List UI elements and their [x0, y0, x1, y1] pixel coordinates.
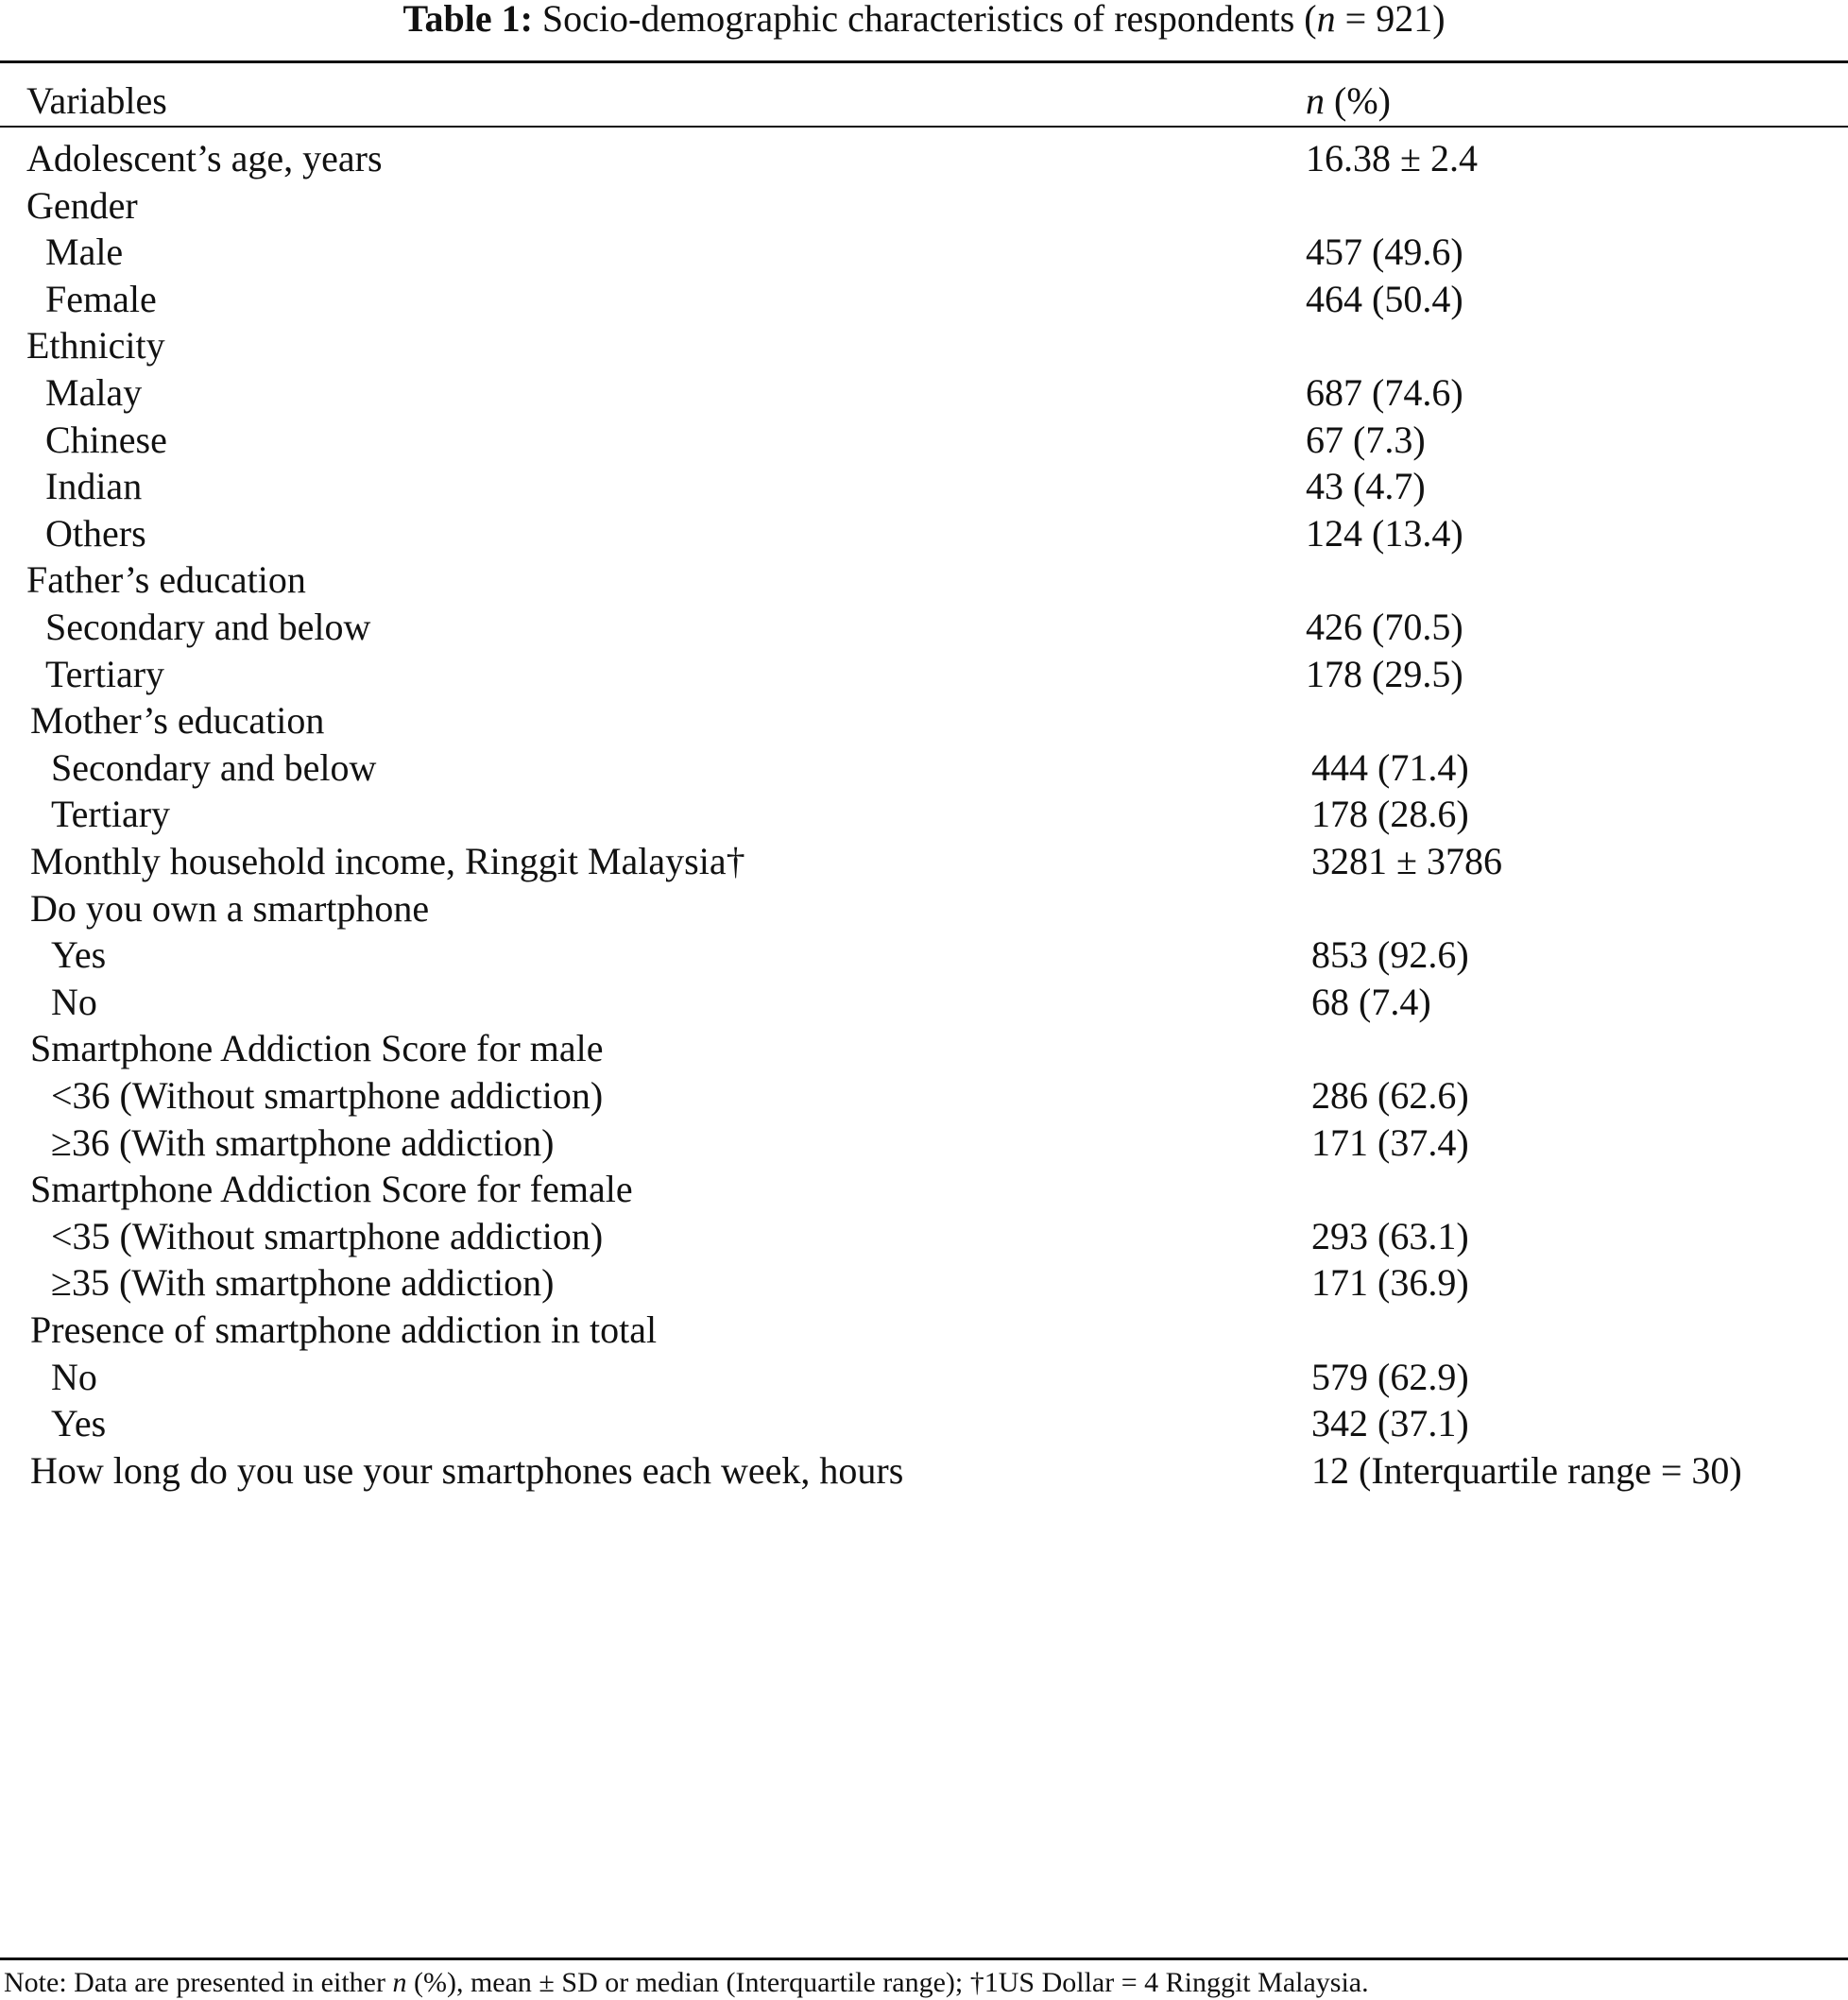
- variable-cell: <35 (Without smartphone addiction): [51, 1214, 604, 1257]
- variable-cell: Gender: [26, 183, 138, 227]
- table-note: [4, 1966, 1369, 2000]
- table-caption-count: = 921): [1335, 0, 1446, 40]
- value-cell: 687 (74.6): [1306, 371, 1463, 414]
- variable-cell: Tertiary: [45, 652, 165, 695]
- table-caption: [0, 0, 1848, 38]
- value-cell: 3281 ± 3786: [1311, 840, 1502, 882]
- value-cell: 171 (36.9): [1311, 1261, 1469, 1305]
- value-cell: 286 (62.6): [1311, 1074, 1469, 1117]
- value-cell: 68 (7.4): [1311, 980, 1431, 1023]
- table-bottom-rule: [0, 1957, 1848, 1960]
- variable-cell: Malay: [45, 371, 143, 414]
- value-cell: 444 (71.4): [1311, 745, 1469, 789]
- table-header-row: [0, 70, 1848, 127]
- value-cell: 43 (4.7): [1306, 465, 1426, 508]
- value-cell: 342 (37.1): [1311, 1402, 1469, 1445]
- table-note-start: Note: Data are presented in either: [4, 1967, 393, 1998]
- variable-cell: Father’s education: [26, 558, 306, 602]
- value-cell: 178 (29.5): [1306, 652, 1463, 695]
- value-cell: 853 (92.6): [1311, 933, 1469, 977]
- value-cell: 426 (70.5): [1306, 606, 1463, 648]
- table-row: [0, 1439, 1848, 1502]
- value-cell: 67 (7.3): [1306, 418, 1426, 461]
- value-cell: 293 (63.1): [1311, 1214, 1469, 1257]
- variable-cell: Chinese: [45, 418, 167, 461]
- value-cell: 124 (13.4): [1306, 511, 1463, 555]
- variable-cell: Male: [45, 231, 124, 274]
- variable-cell: Smartphone Addiction Score for male: [30, 1027, 604, 1070]
- table-top-rule: [0, 60, 1848, 63]
- variable-cell: Ethnicity: [26, 324, 165, 368]
- variable-cell: Secondary and below: [51, 745, 377, 789]
- value-cell: 457 (49.6): [1306, 231, 1463, 274]
- variable-cell: Smartphone Addiction Score for female: [30, 1168, 633, 1211]
- value-cell: 579 (62.9): [1311, 1355, 1469, 1398]
- table-note-end: (%), mean ± SD or median (Interquartile range); †1US Dollar = 4 Ringgit Malaysia.: [406, 1967, 1369, 1998]
- variable-cell: Yes: [51, 1402, 107, 1445]
- value-cell: 464 (50.4): [1306, 277, 1463, 320]
- variable-cell: Yes: [51, 933, 107, 977]
- variable-cell: Female: [45, 277, 157, 320]
- variable-cell: Monthly household income, Ringgit Malaysia†: [30, 840, 745, 882]
- value-cell: 171 (37.4): [1311, 1120, 1469, 1164]
- variable-cell: <36 (Without smartphone addiction): [51, 1074, 604, 1117]
- header-variables: Variables: [26, 79, 167, 122]
- variable-cell: Secondary and below: [45, 606, 371, 648]
- table-note-n: n: [392, 1967, 407, 1998]
- value-cell: 178 (28.6): [1311, 793, 1469, 836]
- variable-cell: Do you own a smartphone: [30, 886, 430, 930]
- header-value: [1306, 70, 1391, 132]
- variable-cell: Mother’s education: [30, 699, 325, 743]
- variable-cell: Tertiary: [51, 793, 171, 836]
- variable-cell: How long do you use your smartphones each week, hours: [30, 1448, 904, 1492]
- table-caption-n: n: [1316, 0, 1336, 40]
- variable-cell: Indian: [45, 465, 143, 508]
- variable-cell: No: [51, 980, 97, 1023]
- variable-cell: Presence of smartphone addiction in total: [30, 1308, 658, 1351]
- variable-cell: Adolescent’s age, years: [26, 137, 383, 179]
- variable-cell: ≥36 (With smartphone addiction): [51, 1120, 555, 1164]
- header-value-percent: (%): [1325, 79, 1391, 122]
- variable-cell: No: [51, 1355, 97, 1398]
- value-cell: 16.38 ± 2.4: [1306, 137, 1478, 179]
- table-caption-label: Table 1:: [402, 0, 533, 40]
- variable-cell: Others: [45, 511, 146, 555]
- header-value-n: n: [1306, 79, 1325, 122]
- variable-cell: ≥35 (With smartphone addiction): [51, 1261, 555, 1305]
- table-caption-text: Socio-demographic characteristics of respondents (: [532, 0, 1317, 40]
- value-cell: 12 (Interquartile range = 30): [1311, 1448, 1742, 1492]
